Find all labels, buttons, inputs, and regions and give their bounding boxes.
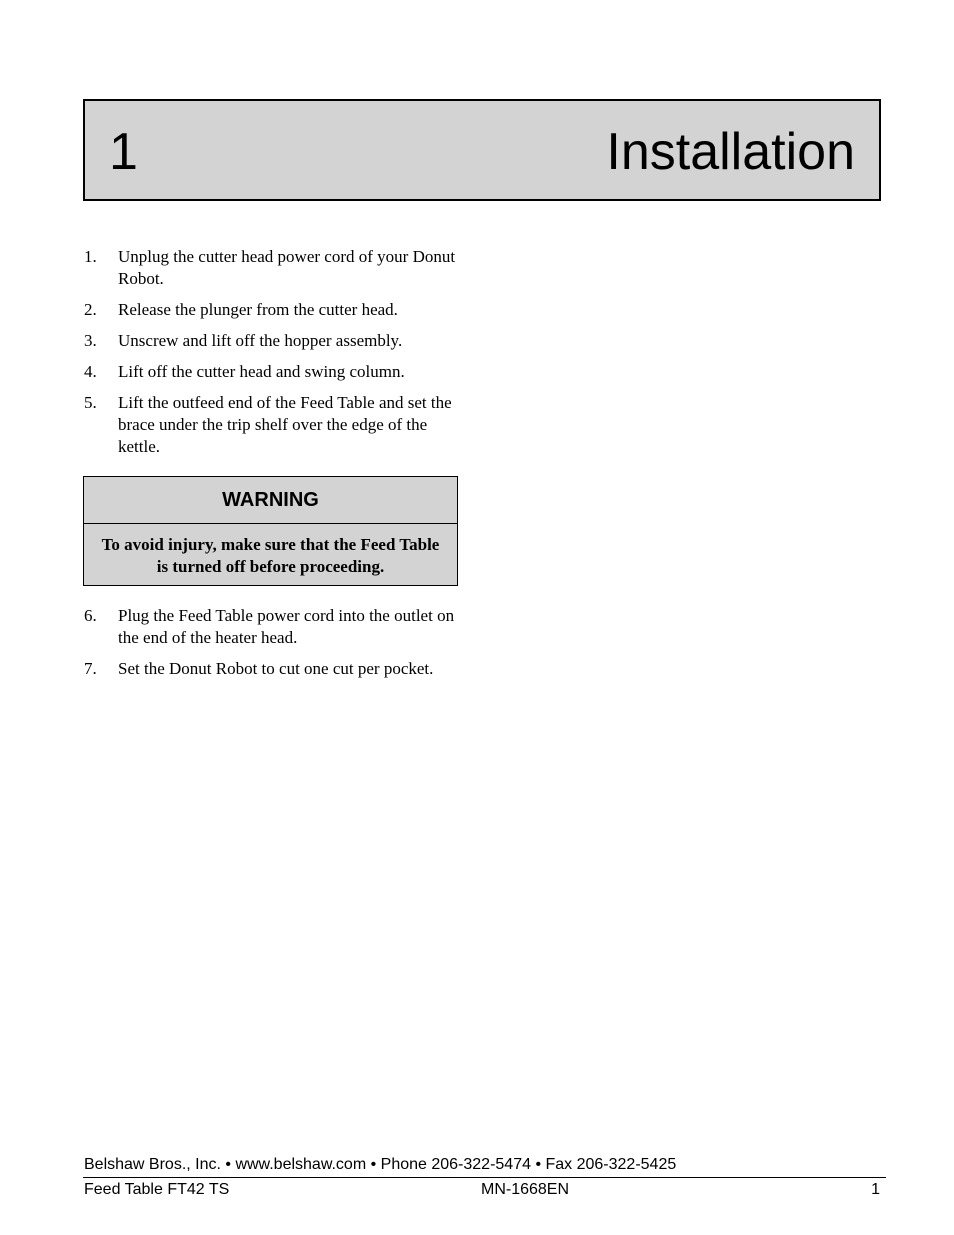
step-item — [84, 330, 456, 352]
step-number: 2. — [84, 300, 97, 319]
warning-box — [83, 476, 458, 586]
step-text: Plug the Feed Table power cord into the outlet on the end of the heater head. — [118, 606, 455, 647]
chapter-header — [83, 99, 881, 201]
step-number: 3. — [84, 331, 97, 350]
step-number: 7. — [84, 659, 97, 678]
step-text: Unplug the cutter head power cord of your Donut Robot. — [118, 247, 456, 288]
warning-heading: WARNING — [84, 477, 457, 524]
step-number: 6. — [84, 606, 97, 625]
step-item — [84, 658, 456, 680]
step-text: Lift the outfeed end of the Feed Table and set the brace under the trip shelf over the edge of the kettle. — [118, 393, 452, 456]
step-text: Set the Donut Robot to cut one cut per pocket. — [118, 659, 434, 678]
footer-divider — [83, 1177, 886, 1178]
step-item — [84, 605, 456, 649]
installation-steps-first — [84, 246, 456, 467]
step-item — [84, 361, 456, 383]
step-text: Release the plunger from the cutter head. — [118, 300, 398, 319]
chapter-number: 1 — [109, 123, 138, 181]
step-number: 4. — [84, 362, 97, 381]
footer-page-number: 1 — [871, 1181, 880, 1198]
installation-steps-second — [84, 605, 456, 689]
warning-text: To avoid injury, make sure that the Feed Table is turned off before proceeding. — [101, 535, 440, 576]
step-number: 1. — [84, 247, 97, 266]
step-text: Unscrew and lift off the hopper assembly. — [118, 331, 403, 350]
step-number: 5. — [84, 393, 97, 412]
chapter-title: Installation — [606, 123, 855, 181]
footer-contact-line: Belshaw Bros., Inc. • www.belshaw.com • Phone 206-322-5474 • Fax 206-322-5425 — [84, 1156, 677, 1173]
step-text: Lift off the cutter head and swing column. — [118, 362, 405, 381]
step-item — [84, 299, 456, 321]
footer-product-name: Feed Table FT42 TS — [84, 1181, 230, 1198]
step-item — [84, 392, 456, 458]
footer-row — [84, 1180, 880, 1200]
footer-document-number: MN-1668EN — [481, 1181, 570, 1198]
step-item — [84, 246, 456, 290]
